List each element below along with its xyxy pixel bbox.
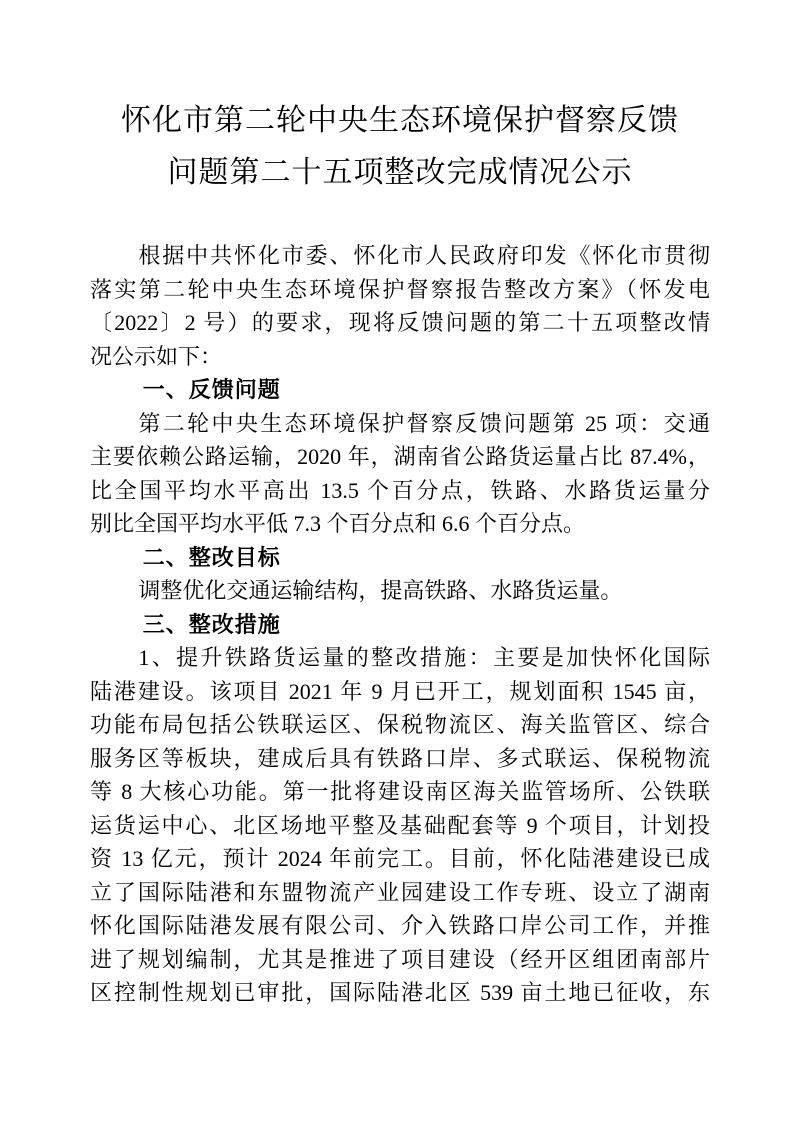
paragraph-line: 况公示如下：: [90, 343, 223, 369]
paragraph-line: 比全国平均水平高出 13.5 个百分点，铁路、水路货运量分: [90, 477, 710, 503]
paragraph-line: 调整优化交通运输结构，提高铁路、水路货运量。: [138, 578, 623, 603]
paragraph-line: 主要依赖公路运输，2020 年，湖南省公路货运量占比 87.4%，: [90, 444, 710, 469]
paragraph-line: 等 8 大核心功能。第一批将建设南区海关监管场所、公铁联: [90, 779, 710, 804]
paragraph-line: 第二轮中央生态环境保护督察反馈问题第 25 项：交通: [138, 410, 710, 436]
section-heading: 二、整改目标: [142, 544, 281, 570]
paragraph-line: 区控制性规划已审批，国际陆港北区 539 亩土地已征收，东: [90, 980, 710, 1005]
document-title-line-2: 问题第二十五项整改完成情况公示: [167, 156, 633, 189]
document-title: [90, 95, 710, 199]
section-heading: 三、整改措施: [142, 611, 281, 637]
paragraph-line: 别比全国平均水平低 7.3 个百分点和 6.6 个百分点。: [90, 511, 586, 536]
paragraph-line: 〔2022〕2 号）的要求，现将反馈问题的第二十五项整改情: [90, 310, 710, 335]
paragraph-line: 资 13 亿元，预计 2024 年前完工。目前，怀化陆港建设已成: [90, 846, 710, 871]
paragraph-line: 运货运中心、北区场地平整及基础配套等 9 个项目，计划投: [90, 812, 710, 838]
paragraph-line: 根据中共怀化市委、怀化市人民政府印发《怀化市贯彻: [138, 243, 710, 268]
document-body: [90, 239, 710, 1010]
paragraph-line: 进了规划编制，尤其是推进了项目建设（经开区组团南部片: [90, 946, 710, 972]
paragraph-line: 落实第二轮中央生态环境保护督察报告整改方案》（怀发电: [90, 276, 710, 302]
paragraph-line: 1、提升铁路货运量的整改措施：主要是加快怀化国际: [138, 645, 710, 670]
paragraph-line: 陆港建设。该项目 2021 年 9 月已开工，规划面积 1545 亩，: [90, 678, 710, 704]
paragraph-line: 功能布局包括公铁联运区、保税物流区、海关监管区、综合: [90, 712, 710, 737]
document-title-line-1: 怀化市第二轮中央生态环境保护督察反馈: [121, 104, 679, 137]
paragraph-line: 服务区等板块，建成后具有铁路口岸、多式联运、保税物流: [90, 745, 710, 771]
section-heading: 一、反馈问题: [142, 377, 281, 402]
paragraph-line: 立了国际陆港和东盟物流产业园建设工作专班、设立了湖南: [90, 879, 710, 905]
paragraph-line: 怀化国际陆港发展有限公司、介入铁路口岸公司工作，并推: [90, 913, 710, 938]
